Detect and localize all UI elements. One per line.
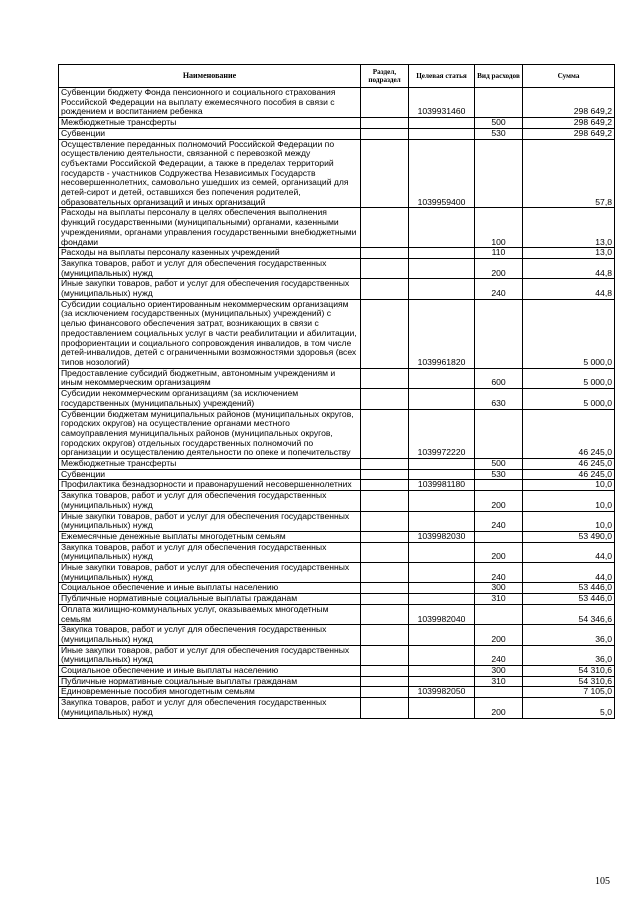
cell-section [361, 208, 409, 248]
cell-name: Иные закупки товаров, работ и услуг для обеспечения государственных (муниципальных) нужд [59, 279, 361, 299]
cell-type [475, 687, 523, 698]
cell-type: 200 [475, 625, 523, 645]
header-section: Раздел, подраздел [361, 65, 409, 88]
cell-target: 1039982040 [409, 604, 475, 624]
cell-target: 1039972220 [409, 409, 475, 459]
cell-section [361, 258, 409, 278]
table-row [59, 645, 615, 665]
table-row [59, 139, 615, 208]
table-row [59, 88, 615, 118]
cell-section [361, 604, 409, 624]
cell-type: 240 [475, 645, 523, 665]
cell-sum: 54 346,6 [523, 604, 615, 624]
table-row [59, 459, 615, 470]
cell-type: 300 [475, 583, 523, 594]
cell-target: 1039981180 [409, 480, 475, 491]
cell-type: 530 [475, 128, 523, 139]
cell-target: 1039982030 [409, 531, 475, 542]
cell-name: Публичные нормативные социальные выплаты гражданам [59, 594, 361, 605]
cell-type: 110 [475, 248, 523, 259]
cell-name: Ежемесячные денежные выплаты многодетным семьям [59, 531, 361, 542]
table-row [59, 258, 615, 278]
table-row [59, 128, 615, 139]
cell-target [409, 459, 475, 470]
cell-target [409, 676, 475, 687]
table-row [59, 208, 615, 248]
cell-section [361, 368, 409, 388]
table-row [59, 583, 615, 594]
cell-name: Закупка товаров, работ и услуг для обеспечения государственных (муниципальных) нужд [59, 491, 361, 511]
cell-section [361, 625, 409, 645]
cell-name: Расходы на выплаты персоналу в целях обеспечения выполнения функций государственными (муниципальными) органами, казенными учреждениями, органами управления государственными внебюджетными фондами [59, 208, 361, 248]
cell-type [475, 88, 523, 118]
cell-section [361, 88, 409, 118]
cell-name: Социальное обеспечение и иные выплаты населению [59, 583, 361, 594]
cell-section [361, 511, 409, 531]
cell-target [409, 491, 475, 511]
cell-type: 240 [475, 511, 523, 531]
budget-table-page [58, 64, 614, 719]
cell-sum: 36,0 [523, 645, 615, 665]
cell-section [361, 480, 409, 491]
cell-name: Межбюджетные трансферты [59, 459, 361, 470]
cell-section [361, 469, 409, 480]
cell-type: 240 [475, 279, 523, 299]
cell-name: Субсидии некоммерческим организациям (за исключением государственных (муниципальных) учреждений) [59, 389, 361, 409]
cell-sum: 53 490,0 [523, 531, 615, 542]
cell-name: Иные закупки товаров, работ и услуг для обеспечения государственных (муниципальных) нужд [59, 563, 361, 583]
table-row [59, 368, 615, 388]
table-row [59, 511, 615, 531]
cell-type [475, 139, 523, 208]
cell-type: 200 [475, 258, 523, 278]
cell-sum: 36,0 [523, 625, 615, 645]
table-header-row [59, 65, 615, 88]
header-target: Целевая статья [409, 65, 475, 88]
cell-sum: 5,0 [523, 698, 615, 718]
cell-name: Субсидии социально ориентированным некоммерческим организациям (за исключением государственных (муниципальных) учреждений) с целью финансового обеспечения затрат, возникающих в связи с предоставлением социальных услуг в части реабилитации и абилитации, профориентации и социального сопровождения инвалидов, в том числе детей-инвалидов, детей с ограниченными возможностями здоровья (всех типов нозологий) [59, 299, 361, 368]
cell-sum: 5 000,0 [523, 299, 615, 368]
cell-section [361, 563, 409, 583]
cell-sum: 7 105,0 [523, 687, 615, 698]
cell-section [361, 409, 409, 459]
cell-name: Закупка товаров, работ и услуг для обеспечения государственных (муниципальных) нужд [59, 625, 361, 645]
cell-sum: 10,0 [523, 511, 615, 531]
table-row [59, 625, 615, 645]
cell-name: Субвенции бюджету Фонда пенсионного и социального страхования Российской Федерации на выплату ежемесячного пособия в связи с рождением и воспитанием ребенка [59, 88, 361, 118]
table-row [59, 248, 615, 259]
cell-sum: 298 649,2 [523, 88, 615, 118]
table-row [59, 698, 615, 718]
table-row [59, 480, 615, 491]
cell-name: Закупка товаров, работ и услуг для обеспечения государственных (муниципальных) нужд [59, 698, 361, 718]
cell-sum: 44,8 [523, 258, 615, 278]
cell-section [361, 594, 409, 605]
cell-type: 100 [475, 208, 523, 248]
cell-name: Субвенции [59, 128, 361, 139]
cell-type: 240 [475, 563, 523, 583]
cell-target: 1039931460 [409, 88, 475, 118]
cell-target [409, 118, 475, 129]
cell-sum: 10,0 [523, 480, 615, 491]
cell-target [409, 542, 475, 562]
cell-sum: 53 446,0 [523, 594, 615, 605]
cell-type: 200 [475, 698, 523, 718]
cell-section [361, 676, 409, 687]
table-row [59, 389, 615, 409]
cell-sum: 54 310,6 [523, 666, 615, 677]
cell-target [409, 248, 475, 259]
table-row [59, 676, 615, 687]
cell-name: Субвенции [59, 469, 361, 480]
cell-name: Закупка товаров, работ и услуг для обеспечения государственных (муниципальных) нужд [59, 542, 361, 562]
cell-target: 1039959400 [409, 139, 475, 208]
cell-sum: 13,0 [523, 248, 615, 259]
cell-sum: 46 245,0 [523, 459, 615, 470]
table-row [59, 409, 615, 459]
cell-section [361, 279, 409, 299]
cell-section [361, 248, 409, 259]
cell-section [361, 118, 409, 129]
cell-section [361, 542, 409, 562]
table-row [59, 299, 615, 368]
cell-name: Публичные нормативные социальные выплаты гражданам [59, 676, 361, 687]
cell-section [361, 666, 409, 677]
cell-name: Профилактика безнадзорности и правонарушений несовершеннолетних [59, 480, 361, 491]
cell-name: Межбюджетные трансферты [59, 118, 361, 129]
cell-sum: 53 446,0 [523, 583, 615, 594]
cell-section [361, 299, 409, 368]
cell-sum: 46 245,0 [523, 469, 615, 480]
cell-sum: 54 310,6 [523, 676, 615, 687]
cell-section [361, 583, 409, 594]
cell-sum: 13,0 [523, 208, 615, 248]
cell-sum: 5 000,0 [523, 368, 615, 388]
cell-section [361, 389, 409, 409]
cell-target [409, 583, 475, 594]
cell-sum: 44,0 [523, 563, 615, 583]
table-row [59, 469, 615, 480]
cell-name: Осуществление переданных полномочий Российской Федерации по осуществлению деятельности, связанной с перевозкой между субъектами Российской Федерации, а также в пределах территорий государств - участников Содружества Независимых Государств несовершеннолетних, самовольно ушедших из семей, организаций для детей-сирот и детей, оставшихся без попечения родителей, образовательных организаций и иных организаций [59, 139, 361, 208]
cell-target [409, 128, 475, 139]
cell-target [409, 666, 475, 677]
cell-target [409, 594, 475, 605]
cell-target [409, 279, 475, 299]
table-body [59, 88, 615, 719]
cell-target [409, 258, 475, 278]
cell-sum: 44,8 [523, 279, 615, 299]
cell-type: 500 [475, 459, 523, 470]
header-type: Вид расходов [475, 65, 523, 88]
cell-type: 530 [475, 469, 523, 480]
cell-sum: 5 000,0 [523, 389, 615, 409]
cell-name: Предоставление субсидий бюджетным, автономным учреждениям и иным некоммерческим организациям [59, 368, 361, 388]
cell-type: 300 [475, 666, 523, 677]
cell-sum: 57,8 [523, 139, 615, 208]
cell-target [409, 511, 475, 531]
cell-target [409, 389, 475, 409]
cell-target [409, 563, 475, 583]
cell-target [409, 645, 475, 665]
cell-type: 500 [475, 118, 523, 129]
cell-type: 310 [475, 594, 523, 605]
cell-section [361, 645, 409, 665]
cell-target: 1039961820 [409, 299, 475, 368]
table-row [59, 531, 615, 542]
cell-section [361, 459, 409, 470]
cell-target [409, 625, 475, 645]
cell-sum: 298 649,2 [523, 128, 615, 139]
cell-sum: 298 649,2 [523, 118, 615, 129]
table-row [59, 118, 615, 129]
cell-type: 200 [475, 491, 523, 511]
cell-name: Иные закупки товаров, работ и услуг для обеспечения государственных (муниципальных) нужд [59, 511, 361, 531]
cell-name: Расходы на выплаты персоналу казенных учреждений [59, 248, 361, 259]
cell-target [409, 368, 475, 388]
cell-sum: 46 245,0 [523, 409, 615, 459]
table-row [59, 594, 615, 605]
cell-name: Оплата жилищно-коммунальных услуг, оказываемых многодетным семьям [59, 604, 361, 624]
cell-section [361, 139, 409, 208]
cell-type [475, 531, 523, 542]
cell-type [475, 409, 523, 459]
table-row [59, 666, 615, 677]
cell-type [475, 299, 523, 368]
cell-name: Иные закупки товаров, работ и услуг для обеспечения государственных (муниципальных) нужд [59, 645, 361, 665]
table-row [59, 279, 615, 299]
cell-section [361, 687, 409, 698]
cell-section [361, 698, 409, 718]
page-number: 105 [595, 876, 610, 887]
cell-target [409, 208, 475, 248]
table-row [59, 604, 615, 624]
cell-type [475, 480, 523, 491]
table-row [59, 542, 615, 562]
cell-target [409, 698, 475, 718]
cell-section [361, 531, 409, 542]
budget-table [58, 64, 615, 719]
cell-type: 310 [475, 676, 523, 687]
table-row [59, 687, 615, 698]
cell-name: Единовременные пособия многодетным семьям [59, 687, 361, 698]
cell-section [361, 491, 409, 511]
cell-sum: 44,0 [523, 542, 615, 562]
header-name: Наименование [59, 65, 361, 88]
cell-target: 1039982050 [409, 687, 475, 698]
cell-name: Субвенции бюджетам муниципальных районов (муниципальных округов, городских округов) на осуществление органами местного самоуправления муниципальных районов (муниципальных округов, городских округов) отдельных государственных полномочий по организации и осуществлению деятельности по опеке и попечительству [59, 409, 361, 459]
cell-type: 630 [475, 389, 523, 409]
cell-name: Социальное обеспечение и иные выплаты населению [59, 666, 361, 677]
header-sum: Сумма [523, 65, 615, 88]
cell-type: 200 [475, 542, 523, 562]
cell-sum: 10,0 [523, 491, 615, 511]
cell-target [409, 469, 475, 480]
cell-type [475, 604, 523, 624]
cell-name: Закупка товаров, работ и услуг для обеспечения государственных (муниципальных) нужд [59, 258, 361, 278]
table-row [59, 491, 615, 511]
cell-section [361, 128, 409, 139]
table-row [59, 563, 615, 583]
cell-type: 600 [475, 368, 523, 388]
